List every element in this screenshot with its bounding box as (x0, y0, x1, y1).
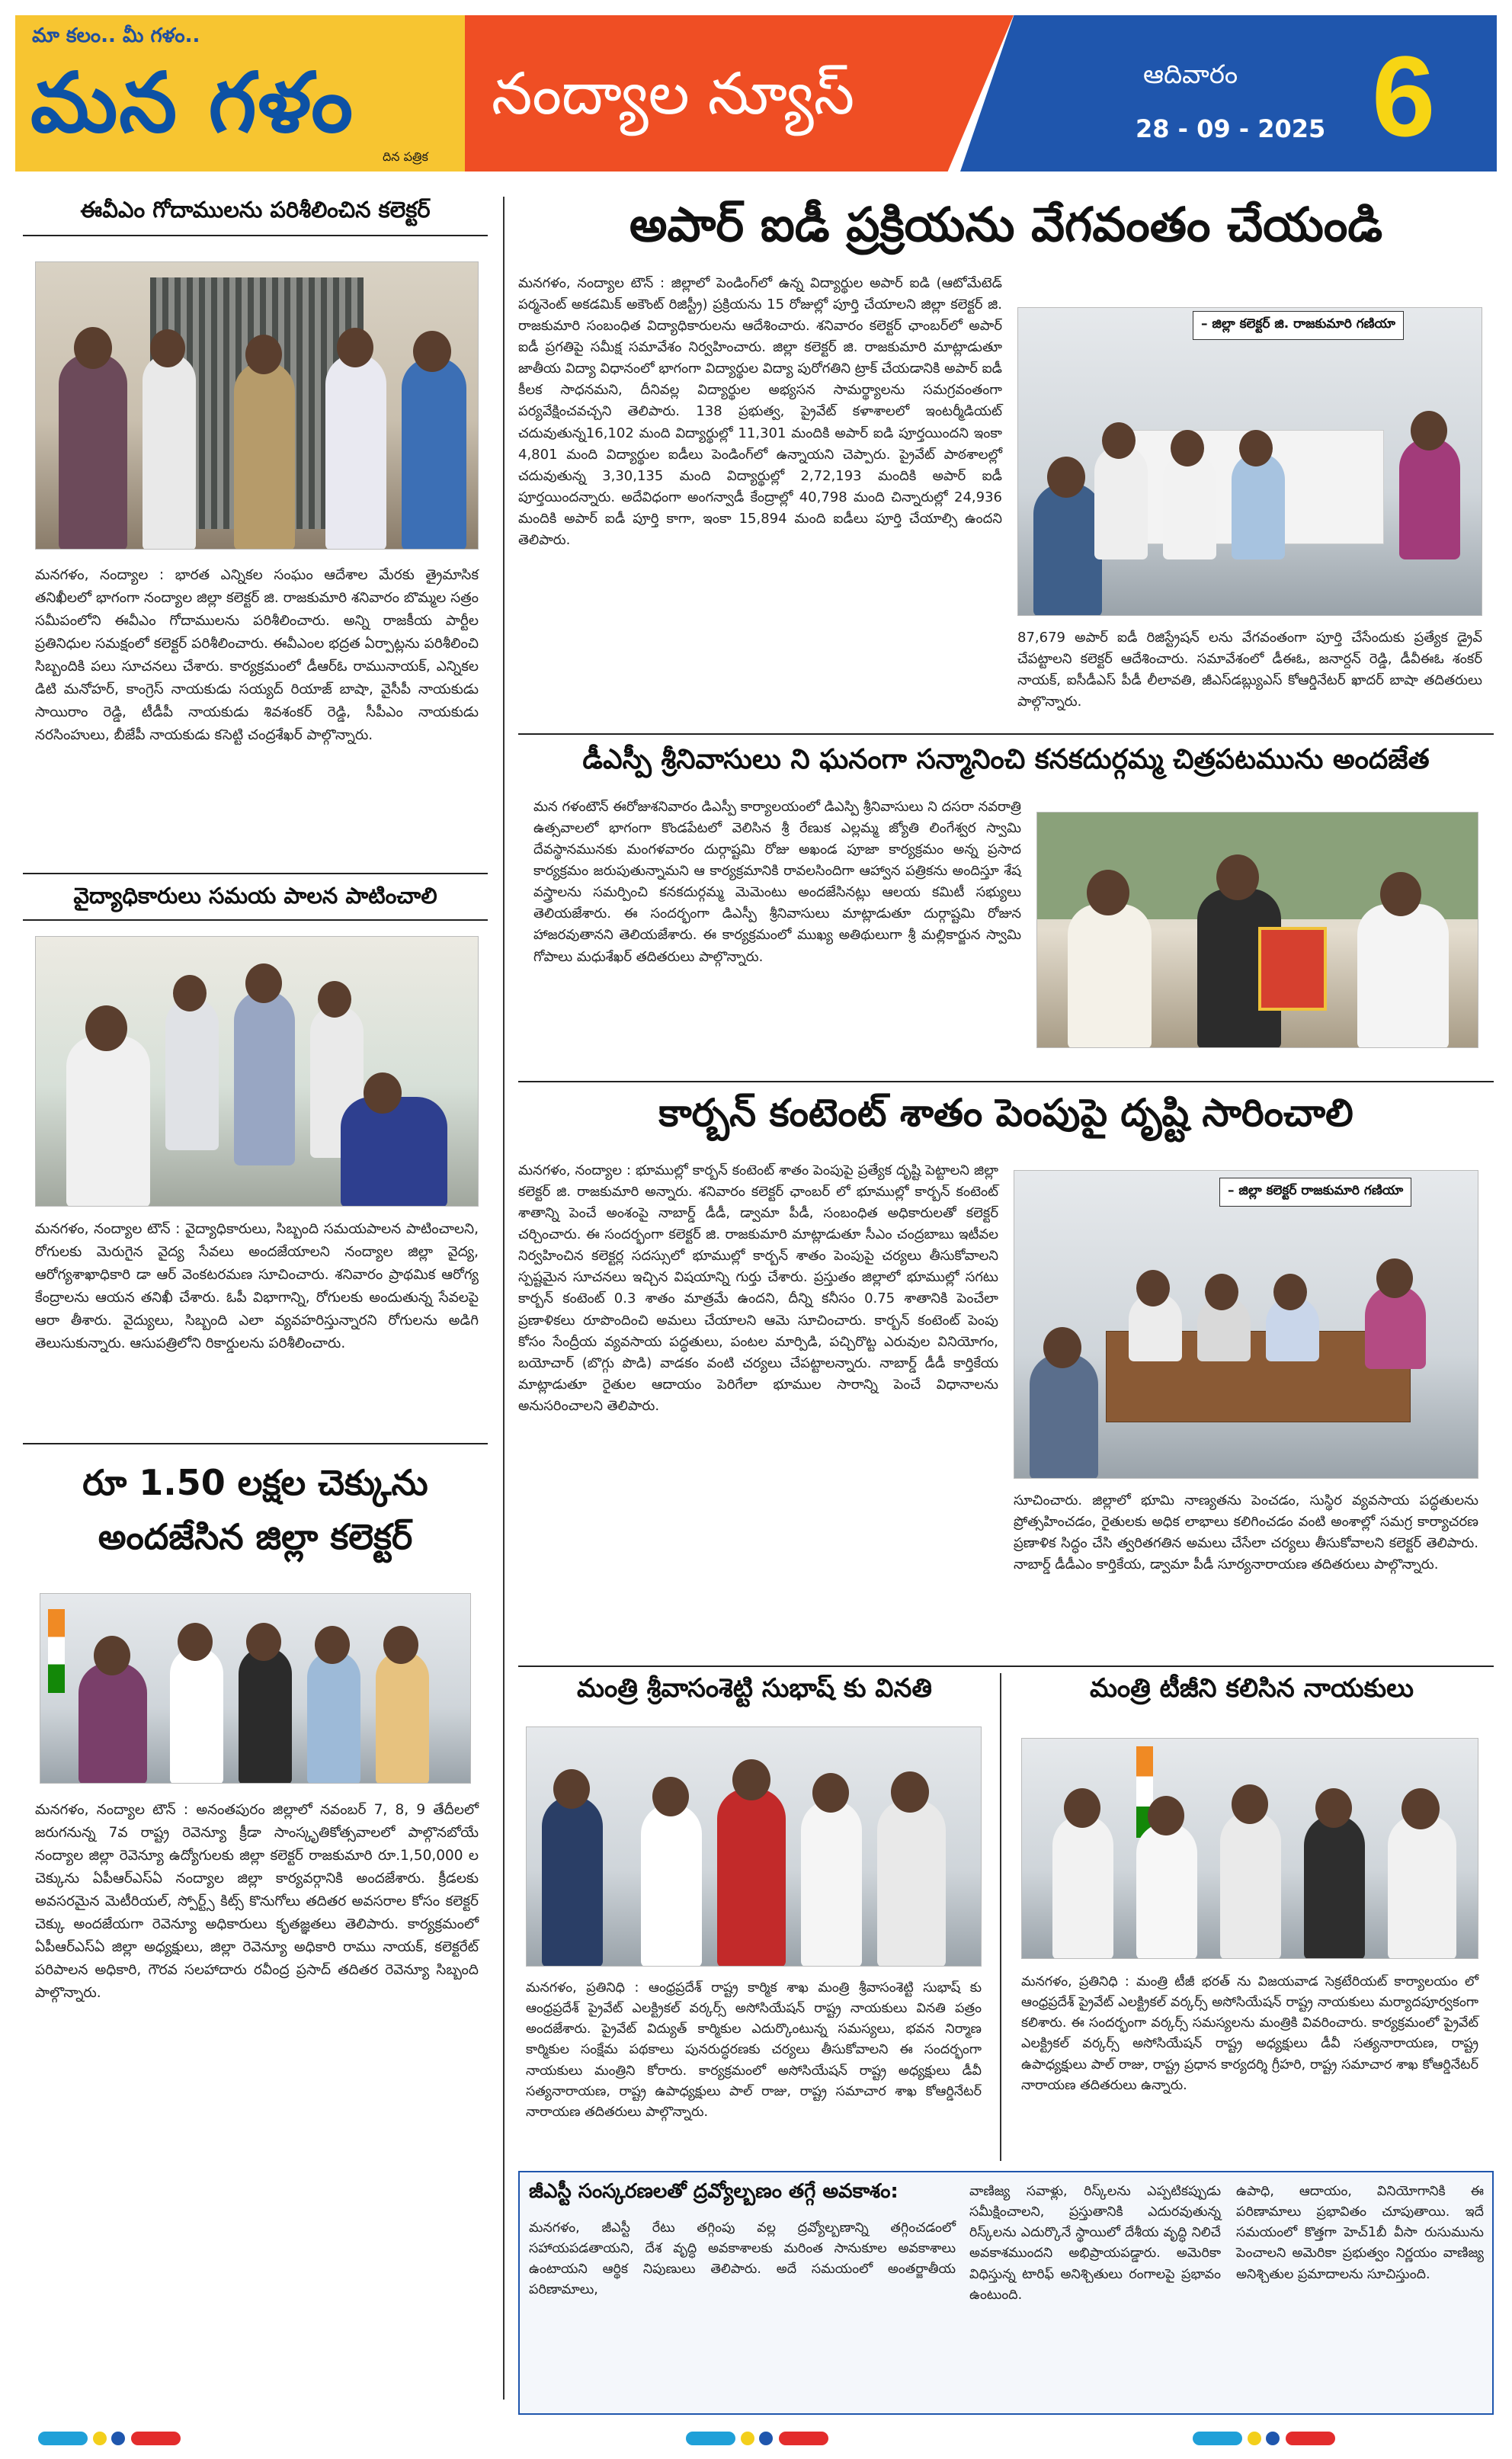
article-body: మనగళం, నంద్యాల టౌన్ : జిల్లాలో పెండింగ్‌లో ఉన్న విద్యార్థుల అపార్ ఐడి (ఆటోమేటెడ్ పర్మనెంట్ అకడమిక్ అకౌంట్ రిజిస్ట్రీ) ప్రక్రియను 15 రోజుల్లో పూర్తి చేయాలని జిల్లా కలెక్టర్ జి. రాజకుమారి సంబంధిత విద్యాధికారులను ఆదేశించారు. శనివారం కలెక్టర్ ఛాంబర్‌లో అపార్ ఐడీ ప్రగతిపై సమీక్ష సమావేశం నిర్వహించారు. జిల్లా కలెక్టర్ జి. రాజకుమారి మాట్లాడుతూ జాతీయ విద్యా విధానంలో భాగంగా విద్యార్థుల విద్యా పురోగతిని ట్రాక్ చేయడానికి అపార్ ఐడీ కీలక సాధనమని, దీనివల్ల విద్యార్థుల అభ్యసన సామర్థ్యాలను సమగ్రవంతంగా పర్యవేక్షించవచ్చని తెలిపారు. 138 ప్రభుత్వ, ప్రైవేట్ కళాశాలలో ఇంటర్మీడియట్ చదువుతున్న16,102 మంది విద్యార్థుల్లో 11,301 మందికి అపార్ ఐడి పూర్తయిందని ఇంకా 4,801 మంది విద్యార్థుల ఐడీలు పెండింగ్‌లో ఉన్నాయని చెప్పారు. ప్రైవేట్ పాఠశాలల్లో చదువుతున్న 3,30,135 మంది విద్యార్థుల్లో 2,72,193 మందికి అపార్ ఐడీ పూర్తయిందన్నారు. అదేవిధంగా అంగన్వాడీ కేంద్రాల్లో 40,798 మంది చిన్నారుల్లో 24,936 మందికి అపార్ ఐడీ పూర్తి కాగా, ఇంకా 15,894 మంది ఐడీలు పూర్తి చేయాల్సి ఉందని తెలిపారు. (518, 275, 1002, 548)
doctors-photo (35, 936, 479, 1207)
cheque-photo (40, 1593, 471, 1784)
gst-column-3: ఉపాధి, ఆదాయం, వినియోగానికి ఈ పరిణామాలు ప్రభావితం చూపుతాయి. ఇదే సమయంలో కొత్తగా హెచ్1బీ వీసా రుసుమును పెంచాలని అమెరికా ప్రభుత్వం నిర్ణయం వాణిజ్య అనిశ్చితుల ప్రమాదాలను సూచిస్తుంది. (1236, 2184, 1484, 2282)
photo-caption: – జిల్లా కలెక్టర్ జి. రాజకుమారి గణియా (1193, 311, 1404, 340)
logo-subtitle: దిన పత్రిక (383, 149, 428, 164)
article-body: మనగళం, ప్రతినిధి : ఆంధ్రప్రదేశ్ రాష్ట్ర కార్మిక శాఖ మంత్రి శ్రీవాసంశెట్టి సుభాష్ కు ఆంధ్రప్రదేశ్ ప్రైవేట్ ఎలక్ట్రికల్ వర్కర్స్ అసోసియేషన్ రాష్ట్ర నాయకులు వినతి పత్రం అందజేశారు. ప్రైవేట్ విద్యుత్ కార్మికుల ఎదుర్కొంటున్న సమస్యలు, భవన నిర్మాణ కార్మికుల సంక్షేమ పథకాలు పునరుద్ధరణకు చర్యలు తీసుకోవాలని ఈ సందర్భంగా నాయకులు మంత్రిని కోరారు. కార్యక్రమంలో అసోసియేషన్ రాష్ట్ర అధ్యక్షులు డీవీ సత్యనారాయణ, రాష్ట్ర ఉపాధ్యక్షులు పాల్ రాజు, రాష్ట్ర సమాచార శాఖ కోఆర్డినేటర్ నారాయణ తదితరులు పాల్గొన్నారు. (526, 1980, 982, 2120)
page-number: 6 (1372, 32, 1436, 160)
dsp-photo (1036, 812, 1478, 1048)
article-body: మనగళం, నంద్యాల : భారత ఎన్నికల సంఘం ఆదేశాల మేరకు త్రైమాసిక తనిఖీలలో భాగంగా నంద్యాల జిల్లా కలెక్టర్ జి. రాజకుమారి శనివారం బొమ్మల సత్రం సమీపంలోని ఈవీఎం గోదాములను పరిశీలించారు. అన్ని రాజకీయ పార్టీల ప్రతినిధుల సమక్షంలో కలెక్టర్ పరిశీలించారు. ఈవీఎంల భద్రత ఏర్పాట్లను పరిశీలించి సిబ్బందికి పలు సూచనలు చేశారు. కార్యక్రమంలో డీఆర్ఓ రామునాయక్, ఎన్నికల డిటి మనోహర్, కాంగ్రెస్ నాయకుడు సయ్యద్ రియాజ్ బాషా, వైసీపీ నాయకుడు సాయిరాం రెడ్డి, టీడీపీ నాయకుడు శివశంకర్ రెడ్డి, సీపీఎం నాయకుడు నరసింహులు, బీజేపీ నాయకుడు కసెట్టి చంద్రశేఖర్ పాల్గొన్నారు. (35, 567, 479, 743)
article-headline: జీఎస్టీ సంస్కరణలతో ద్రవ్యోల్బణం తగ్గే అవకాశం: (529, 2180, 899, 2203)
apaar-photo (1017, 307, 1482, 616)
article-body: మనగళం, నంద్యాల టౌన్ : వైద్యాధికారులు, సిబ్బంది సమయపాలన పాటించాలని, రోగులకు మెరుగైన వైద్య సేవలు అందజేయాలని నంద్యాల జిల్లా వైద్య, ఆరోగ్యశాఖాధికారి డా ఆర్ వెంకటరమణ సూచించారు. శనివారం ప్రాథమిక ఆరోగ్య కేంద్రాలను ఆయన తనిఖీ చేశారు. ఓపీ విభాగాన్ని, రోగులకు అందుతున్న సేవలపై ఆరా తీశారు. వైద్యులు, సిబ్బంది ఎలా వ్యవహరిస్తున్నారని రోగులను అడిగి తెలుసుకున్నారు. ఆసుపత్రిలోని రికార్డులను పరిశీలించారు. (35, 1221, 479, 1351)
article-headline: ఈవీఎం గోదాములను పరిశీలించిన కలెక్టర్ (80, 197, 431, 223)
section-rule (23, 1443, 488, 1444)
article-headline: వైద్యాధికారులు సమయ పాలన పాటించాలి (73, 883, 437, 909)
carbon-photo (1014, 1170, 1478, 1479)
article-dsp (518, 743, 1494, 1079)
evm-photo (35, 261, 479, 550)
article-headline: మంత్రి టీజీని కలిసిన నాయకులు (1089, 1673, 1414, 1704)
article-headline: రూ 1.50 లక్షల చెక్కును అందజేసిన జిల్లా కలెక్టర్ (82, 1462, 428, 1558)
section-title: నంద్యాల న్యూస్ (492, 59, 855, 127)
gst-column-2: వాణిజ్య సవాళ్లు, రిస్క్‌లను ఎప్పటికప్పుడు సమీక్షించాలని, ప్రస్తుతానికి ఎదురవుతున్న రిస్క్‌లను ఎదుర్కొనే స్థాయిలో దేశీయ వృద్ధి నిలిచే అవకాశముందని అభిప్రాయపడ్డారు. అమెరికా విధిస్తున్న టారిఫ్ అనిశ్చితులు రంగాలపై ప్రభావం ఉంటుంది. (969, 2184, 1221, 2303)
article-apaar (518, 197, 1494, 730)
article-carbon (518, 1090, 1494, 1662)
article-body: మనగళం, నంద్యాల : భూముల్లో కార్బన్ కంటెంట్ శాతం పెంపుపై ప్రత్యేక దృష్టి పెట్టాలని జిల్లా కలెక్టర్ జి. రాజకుమారి అన్నారు. శనివారం కలెక్టర్ ఛాంబర్ లో భూముల్లో కార్బన్ కంటెంట్ శాతాన్ని పెంచే అంశంపై నాబార్డ్ డీడీ, డ్వామా పీడీ, సంబంధిత అధికారులతో కలెక్టర్ చర్చించారు. ఈ సందర్భంగా కలెక్టర్ జి. రాజకుమారి మాట్లాడుతూ సీఎం చంద్రబాబు ఇటీవల నిర్వహించిన కలెక్టర్ల సదస్సులో భూముల్లో కార్బన్ శాతం పెంపుపై చర్యలు తీసుకోవాలని స్పష్టమైన సూచనలు ఇచ్చిన విషయాన్ని గుర్తు చేశారు. ప్రస్తుతం జిల్లాలో భూముల్లో సగటు కార్బన్ కంటెంట్ 0.3 శాతం మాత్రమే ఉందని, దీన్ని కనీసం 0.75 శాతానికి పెంచేలా ప్రణాళికలు రూపొందించి అమలు చేయాలని ఆమె సూచించారు. కార్బన్ కంటెంట్ పెంపు కోసం సేంద్రీయ వ్యవసాయ పద్ధతులు, పంటల మార్పిడి, పచ్చిరొట్ట ఎరువుల వినియోగం, బయోచార్ (బొగ్గు పొడి) వాడకం వంటి చర్యలు చేపట్టాలన్నారు. నాబార్డ్ డీడీ కార్తికేయ మాట్లాడుతూ రైతుల ఆదాయం పెరిగేలా భూముల సారాన్ని పెంచే విధానాలను అనుసరించాలని తెలిపారు. (518, 1162, 998, 1414)
article-cheque (23, 1456, 488, 2371)
gst-column-1: మనగళం, జీఎస్టీ రేటు తగ్గింపు వల్ల ద్రవ్యోల్బణాన్ని తగ్గించడంలో సహాయపడతాయని, దేశ వృద్ధి అవకాశాలకు మరింత సానుకూల అవకాశాలు ఉంటాయని ఆర్థిక నిపుణులు తెలిపారు. అదే సమయంలో అంతర్జాతీయ పరిణామాలు, (529, 2220, 956, 2298)
article-minister-subhash (518, 1673, 991, 2161)
minister-subhash-photo (526, 1726, 982, 1967)
minister-tg-photo (1021, 1738, 1478, 1959)
section-rule (518, 1081, 1494, 1082)
article-gst (518, 2171, 1494, 2415)
article-minister-tg (1010, 1673, 1494, 2161)
logo-tagline: మా కలం.. మీ గళం.. (32, 24, 200, 47)
section-rule (518, 1666, 1494, 1667)
article-body: మనగళం, ప్రతినిధి : మంత్రి టీజీ భరత్ ను విజయవాడ సెక్రటేరియట్ కార్యాలయం లో ఆంధ్రప్రదేశ్ ప్రైవేట్ ఎలక్ట్రికల్ వర్కర్స్ అసోసియేషన్ రాష్ట్ర నాయకులు మర్యాదపూర్వకంగా కలిశారు. ఈ సందర్భంగా వర్కర్స్ సమస్యలను మంత్రికి వివరించారు. కార్యక్రమంలో ప్రైవేట్ ఎలక్ట్రికల్ వర్కర్స్ అసోసియేషన్ రాష్ట్ర అధ్యక్షులు డీవీ సత్యనారాయణ, రాష్ట్ర ఉపాధ్యక్షులు పాల్ రాజు, రాష్ట్ర ప్రధాన కార్యదర్శి గ్రీహరి, రాష్ట్ర సమాచార శాఖ కోఆర్డినేటర్ నారాయణ తదితరులు ఉన్నారు. (1021, 1974, 1478, 2093)
article-body: మన గళంటౌన్ ఈరోజుశనివారం డిఎస్పీ కార్యాలయంలో డిఎస్పి శ్రీనివాసులు ని దసరా నవరాత్రి ఉత్సవాలలో భాగంగా కొండపేటలో వెలిసిన శ్రీ రేణుక ఎల్లమ్మ జ్యోతి లింగేశ్వర స్వామి దేవస్థానమునకు మంగళవారం దుర్గాష్టమి రోజు అఖండ పూజా కార్యక్రమం అన్న ప్రసాద కార్యక్రమం జరుపుతున్నామని ఆ కార్యక్రమానికి రావలసిందిగా ఆహ్వాన పత్రికను అందిస్తూ శేష వస్త్రాలను సమర్పించి కనకదుర్గమ్మ మెమెంటు అందజేసినట్లు ఆలయ కమిటీ సభ్యులు తెలియజేశారు. ఈ సందర్భంగా డిఎస్పీ శ్రీనివాసులు మాట్లాడుతూ దుర్గాష్టమి రోజున హాజరవుతానని తెలియజేశారు. ఈ కార్యక్రమంలో ముఖ్య అతిథులుగా శ్రీ మల్లికార్జున స్వామి గోపాలు మధుశేఖర్ తదితరులు పాల్గొన్నారు. (533, 799, 1021, 965)
logo-text: మన గళం (30, 55, 355, 151)
article-body: మనగళం, నంద్యాల టౌన్ : అనంతపురం జిల్లాలో నవంబర్ 7, 8, 9 తేదీలలో జరుగనున్న 7వ రాష్ట్ర రెవెన్యూ క్రీడా సాంస్కృతికోత్సవాలలో పాల్గొనబోయే నంద్యాల జిల్లా రెవెన్యూ ఉద్యోగులకు జిల్లా కలెక్టర్ రాజకుమారి రూ.1,50,000 ల చెక్కును ఏపీఆర్ఎస్ఏ నంద్యాల జిల్లా కార్యవర్గానికి అందజేశారు. క్రీడలకు అవసరమైన మెటీరియల్, స్పోర్ట్స్ కిట్స్ కొనుగోలు తదితర అవసరాల కోసం కలెక్టర్ చెక్కు అందజేయగా రెవెన్యూ అధికారులు కృతజ్ఞతలు తెలిపారు. కార్యక్రమంలో ఏపీఆర్ఎస్ఏ జిల్లా అధ్యక్షులు, జిల్లా రెవెన్యూ అధికారి రాము నాయక్, కలెక్టరేట్ పరిపాలన అధికారి, గౌరవ సలహాదారు రవీంద్ర ప్రసాద్ తదితర రెవెన్యూ సిబ్బంది పాల్గొన్నారు. (35, 1802, 479, 2001)
issue-date: 28 - 09 - 2025 (1136, 114, 1326, 143)
section-rule (23, 873, 488, 874)
article-body-continued: సూచించారు. జిల్లాలో భూమి నాణ్యతను పెంచడం, సుస్థిర వ్యవసాయ పద్ధతులను ప్రోత్సహించడం, రైతులకు అధిక లాభాలు కలిగించడం వంటి అంశాల్లో సమగ్ర కార్యాచరణ ప్రణాళిక సిద్ధం చేసి త్వరితగతిన అమలు చేసేలా చర్యలు తీసుకోవాలని కలెక్టర్ తెలిపారు. నాబార్డ్ డీడీఎం కార్తికేయ, డ్వామా పీడీ సూర్యనారాయణ తదితరులు పాల్గొన్నారు. (1014, 1492, 1478, 1573)
column-divider-small (1000, 1673, 1001, 2161)
article-doctors (23, 883, 488, 1439)
article-headline: కార్బన్ కంటెంట్ శాతం పెంపుపై దృష్టి సారించాలి (658, 1091, 1353, 1135)
headline-rule (23, 235, 488, 236)
article-headline: అపార్ ఐడీ ప్రక్రియను వేగవంతం చేయండి (629, 197, 1383, 252)
section-rule (518, 733, 1494, 735)
headline-rule (23, 919, 488, 921)
article-evm (23, 197, 488, 867)
goddess-portrait (1258, 927, 1327, 1011)
article-headline: మంత్రి శ్రీవాసంశెట్టి సుభాష్ కు వినతి (577, 1673, 932, 1704)
article-body-continued: 87,679 అపార్ ఐడీ రిజిస్ట్రేషన్ లను వేగవంతంగా పూర్తి చేసేందుకు ప్రత్యేక డ్రైవ్ చేపట్టాలని కలెక్టర్ ఆదేశించారు. సమావేశంలో డీఈఓ, జనార్దన్ రెడ్డి, డీవీఈఓ శంకర్ నాయక్, ఐసీడీఎస్ పీడీ లీలావతి, జీఎస్‌డబ్ల్యుఎస్ కోఆర్డినేటర్ ఖాదర్ బాషా తదితరులు పాల్గొన్నారు. (1017, 630, 1482, 710)
flag (48, 1609, 65, 1693)
photo-caption: – జిల్లా కలెక్టర్ రాజకుమారి గణియా (1219, 1178, 1411, 1207)
issue-day: ఆదివారం (1143, 59, 1238, 90)
column-divider (503, 197, 505, 2400)
article-headline: డీఎస్పీ శ్రీనివాసులు ని ఘనంగా సన్మానించి కనకదుర్గమ్మ చిత్రపటమును అందజేత (582, 744, 1430, 775)
masthead (15, 15, 1497, 172)
